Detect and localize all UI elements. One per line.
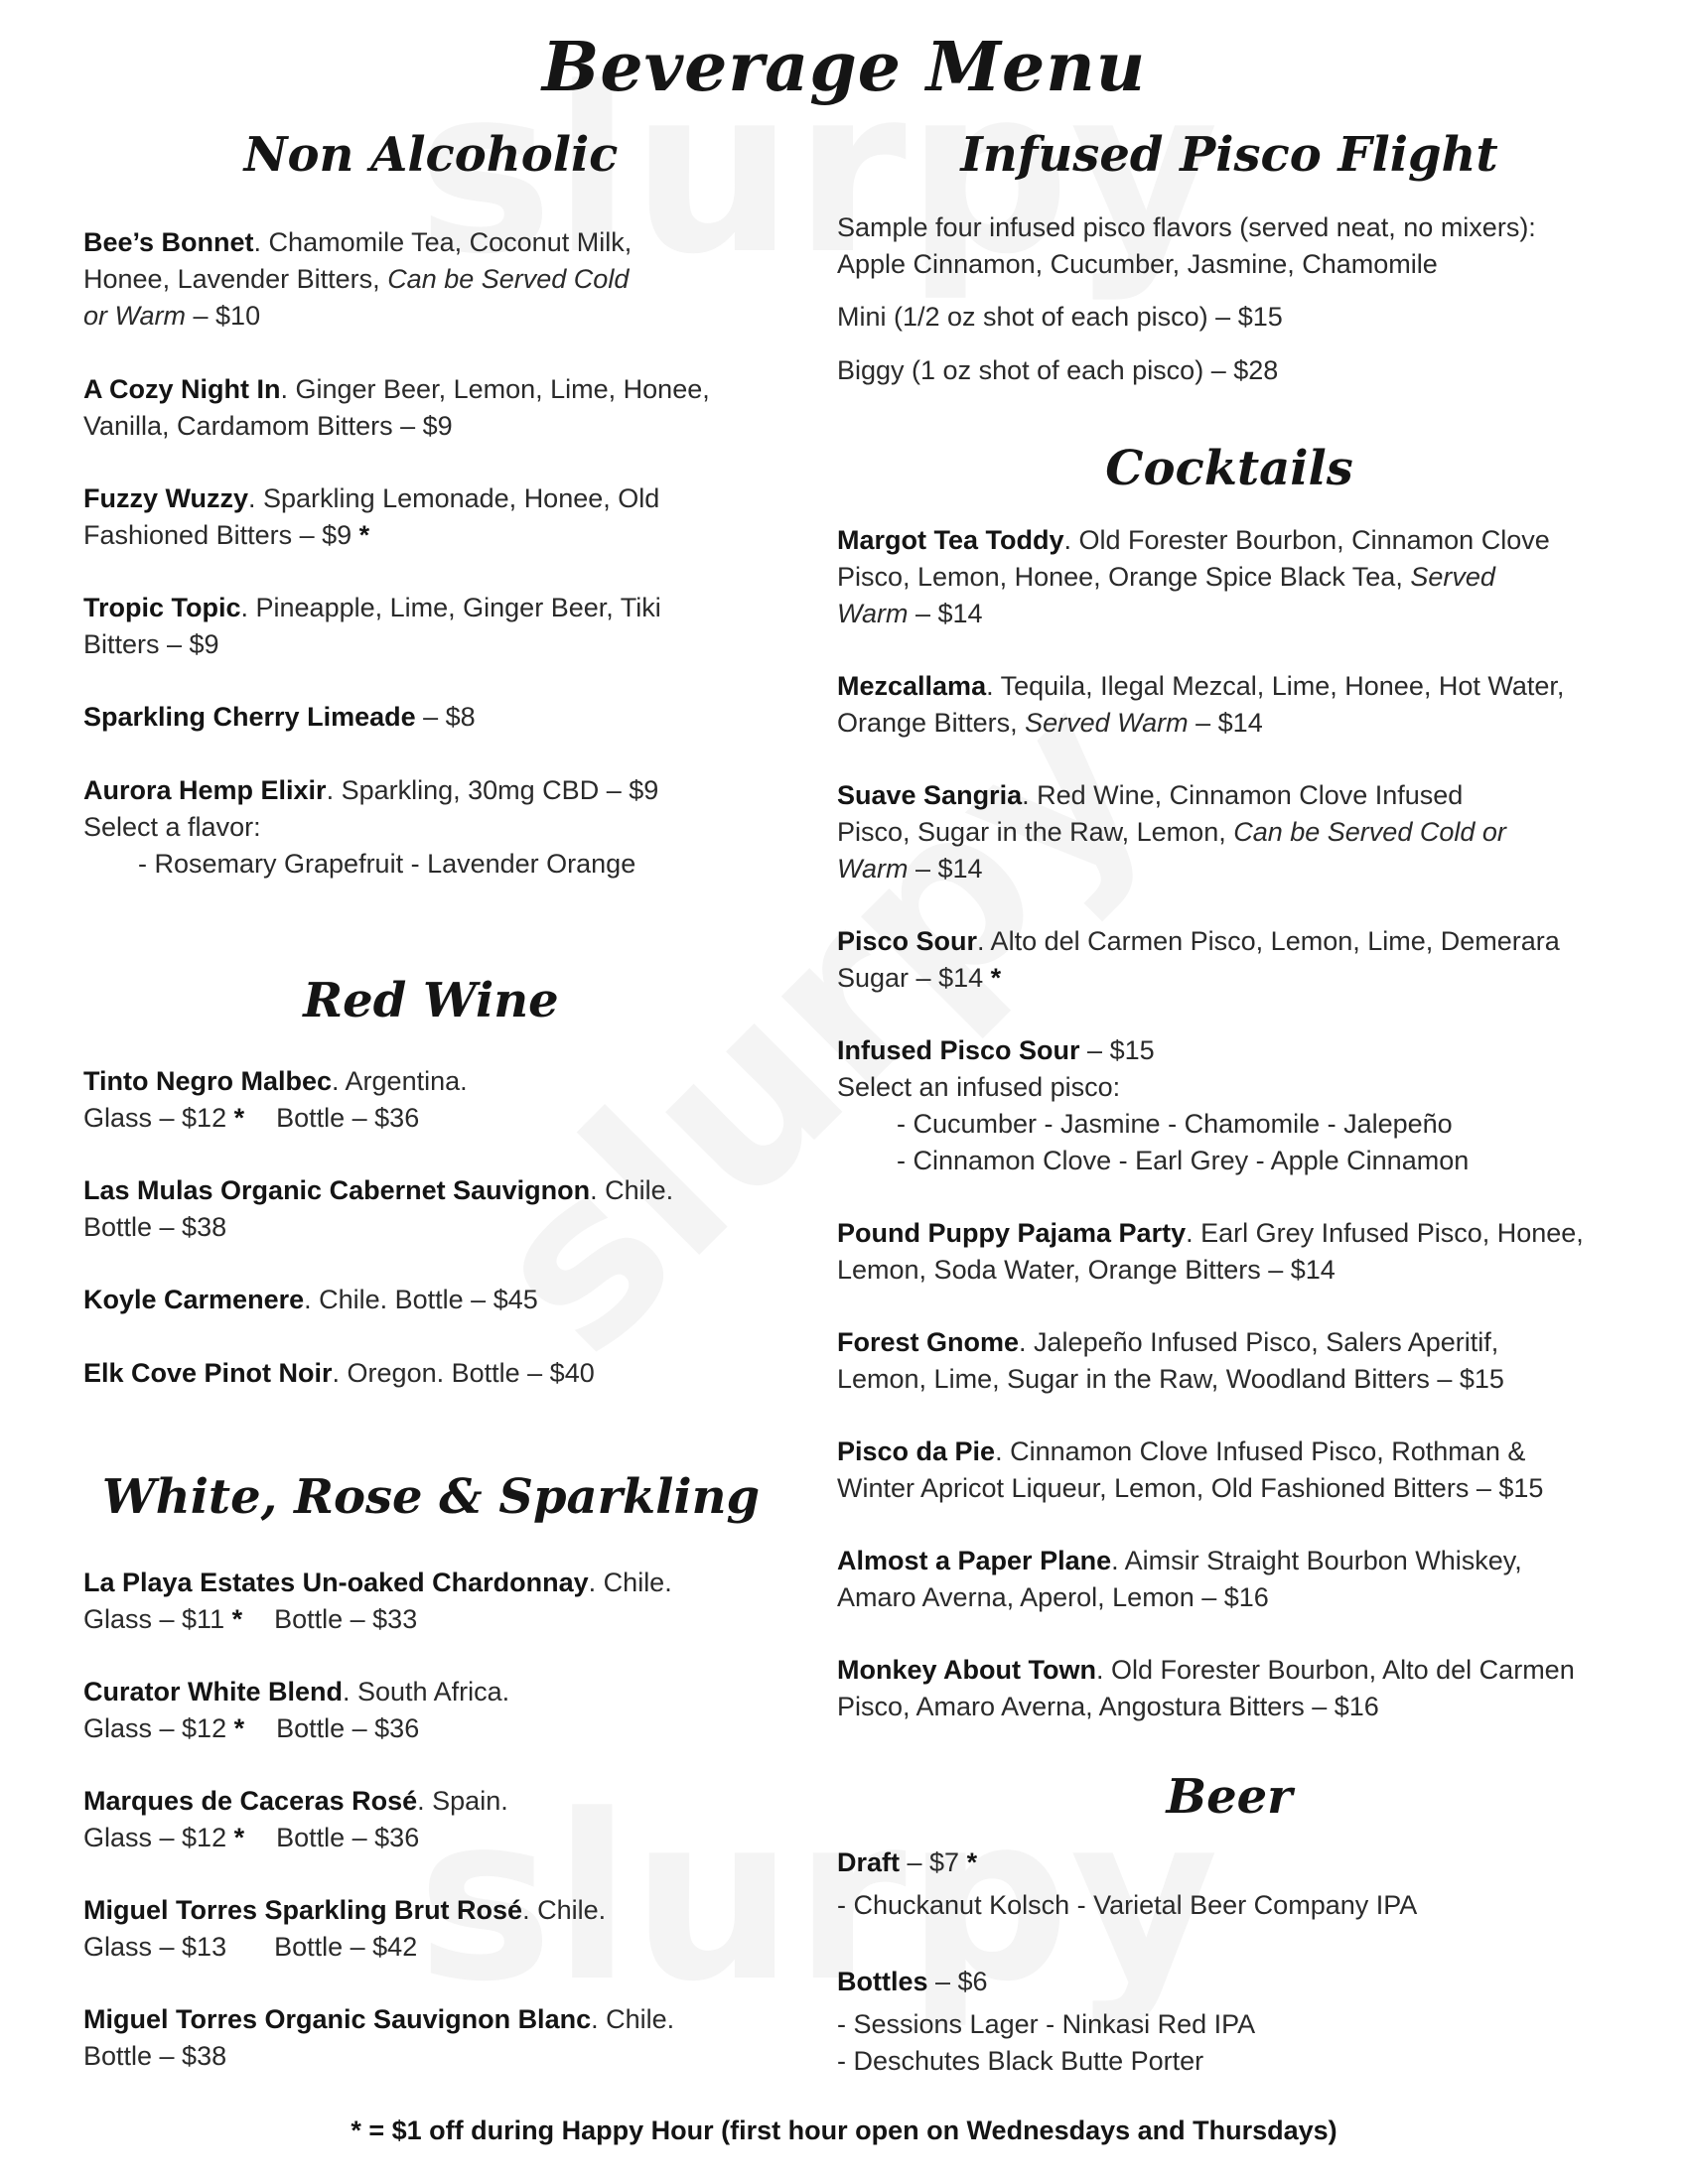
item-description: Pisco, Amaro Averna, Angostura Bitters – $16 <box>837 1692 1379 1721</box>
section-heading-non-alcoholic: Non Alcoholic <box>243 127 619 183</box>
item-name: Almost a Paper Plane <box>837 1546 1112 1575</box>
item-name: Suave Sangria <box>837 780 1023 810</box>
item-description: Pisco, Lemon, Honee, Orange Spice Black Tea, <box>837 562 1411 592</box>
item-name: Fuzzy Wuzzy <box>83 483 249 513</box>
menu-item-cozy-night <box>83 371 778 445</box>
menu-item-bottled-beer <box>837 1964 1621 2080</box>
item-description: . Chamomile Tea, Coconut Milk, <box>253 227 633 257</box>
menu-item-pisco-sour <box>837 923 1621 997</box>
item-name: Forest Gnome <box>837 1327 1020 1357</box>
flavor-options: - Rosemary Grapefruit - Lavender Orange <box>138 849 636 879</box>
pisco-flight-biggy <box>837 352 1621 389</box>
item-description: . Chile. <box>590 1175 674 1205</box>
item-name: Curator White Blend <box>83 1677 343 1706</box>
item-description: Amaro Averna, Aperol, Lemon – $16 <box>837 1582 1269 1612</box>
bottle-price: Bottle – $33 <box>274 1604 418 1634</box>
menu-item-curator <box>83 1674 778 1747</box>
menu-item-fuzzy-wuzzy <box>83 480 778 554</box>
item-note: Served Warm <box>1025 708 1189 738</box>
item-name: Infused Pisco Sour <box>837 1035 1080 1065</box>
menu-item-bees-bonnet <box>83 224 778 335</box>
item-description: . Sparkling Lemonade, Honee, Old <box>248 483 660 513</box>
item-description: . Jalepeño Infused Pisco, Salers Aperitif, <box>1019 1327 1499 1357</box>
menu-item-infused-pisco-sour <box>837 1032 1621 1179</box>
page-title: Beverage Menu <box>541 28 1147 107</box>
item-name: Monkey About Town <box>837 1655 1096 1685</box>
item-description: . Chile. <box>591 2004 675 2034</box>
item-name: Pisco Sour <box>837 926 978 956</box>
pisco-options: - Cucumber - Jasmine - Chamomile - Jalepeño <box>897 1109 1453 1139</box>
glass-price: Glass – $12 <box>83 1713 234 1743</box>
item-price: – $14 <box>908 854 983 884</box>
item-name: Bottles <box>837 1967 928 1996</box>
item-description: . Chile. <box>588 1568 672 1597</box>
item-note: or Warm <box>83 301 187 331</box>
glass-price: Glass – $12 <box>83 1103 234 1133</box>
menu-item-forest-gnome <box>837 1324 1621 1398</box>
item-price: – $14 <box>1188 708 1263 738</box>
item-description: . Sparkling, 30mg CBD – $9 <box>326 775 659 805</box>
item-description: . Oregon. Bottle – $40 <box>332 1358 595 1388</box>
item-name: Margot Tea Toddy <box>837 525 1064 555</box>
glass-price: Glass – $12 <box>83 1823 234 1852</box>
item-price: – $15 <box>1079 1035 1155 1065</box>
item-description: Fashioned Bitters – $9 <box>83 520 359 550</box>
item-name: Koyle Carmenere <box>83 1285 305 1314</box>
item-name: Miguel Torres Organic Sauvignon Blanc <box>83 2004 592 2034</box>
item-name: Draft <box>837 1847 901 1877</box>
menu-item-koyle <box>83 1282 778 1318</box>
item-description: Vanilla, Cardamom Bitters – $9 <box>83 411 453 441</box>
bottle-price: Bottle – $42 <box>274 1932 418 1962</box>
item-name: Pound Puppy Pajama Party <box>837 1218 1187 1248</box>
item-price: – $6 <box>927 1967 988 1996</box>
happy-hour-star: * <box>966 1847 978 1877</box>
item-description: Sample four infused pisco flavors (served neat, no mixers): <box>837 212 1536 242</box>
item-description: Lemon, Soda Water, Orange Bitters – $14 <box>837 1255 1336 1285</box>
item-description: . Red Wine, Cinnamon Clove Infused <box>1022 780 1464 810</box>
menu-item-aurora-hemp <box>83 772 778 883</box>
item-note: Can be Served Cold <box>387 264 630 294</box>
item-description: . Chile. Bottle – $45 <box>304 1285 538 1314</box>
item-description: Sugar – $14 <box>837 963 991 993</box>
beer-options: - Sessions Lager - Ninkasi Red IPA <box>837 2009 1256 2039</box>
beer-options: - Deschutes Black Butte Porter <box>837 2046 1204 2076</box>
item-price: – $10 <box>186 301 261 331</box>
item-description: Pisco, Sugar in the Raw, Lemon, <box>837 817 1234 847</box>
menu-item-las-mulas <box>83 1172 778 1246</box>
item-price: Biggy (1 oz shot of each pisco) – $28 <box>837 355 1279 385</box>
section-heading-infused-pisco-flight: Infused Pisco Flight <box>960 127 1498 183</box>
bottle-price: Bottle – $36 <box>276 1713 420 1743</box>
item-description: . Tequila, Ilegal Mezcal, Lime, Honee, Hot Water, <box>986 671 1565 701</box>
menu-item-torres-sauvignon <box>83 2001 778 2075</box>
section-heading-white-rose-sparkling: White, Rose & Sparkling <box>101 1469 761 1525</box>
happy-hour-star: * <box>233 1103 245 1133</box>
item-price: – $7 <box>900 1847 967 1877</box>
item-name: Marques de Caceras Rosé <box>83 1786 418 1816</box>
item-description: . Ginger Beer, Lemon, Lime, Honee, <box>280 374 710 404</box>
item-name: Miguel Torres Sparkling Brut Rosé <box>83 1895 523 1925</box>
item-price: – $14 <box>908 599 983 628</box>
menu-item-pisco-da-pie <box>837 1433 1621 1507</box>
item-description: . Old Forester Bourbon, Cinnamon Clove <box>1063 525 1550 555</box>
menu-item-almost-paper-plane <box>837 1543 1621 1616</box>
item-description: Lemon, Lime, Sugar in the Raw, Woodland Bitters – $15 <box>837 1364 1504 1394</box>
section-heading-beer: Beer <box>1166 1769 1293 1825</box>
item-name: A Cozy Night In <box>83 374 281 404</box>
menu-item-torres-brut <box>83 1892 778 1966</box>
item-description: Honee, Lavender Bitters, <box>83 264 388 294</box>
bottle-price: Bottle – $38 <box>83 2041 227 2071</box>
menu-item-margot-tea-toddy <box>837 522 1621 632</box>
bottle-price: Bottle – $38 <box>83 1212 227 1242</box>
item-name: Sparkling Cherry Limeade <box>83 702 416 732</box>
item-price: – $8 <box>415 702 476 732</box>
section-heading-red-wine: Red Wine <box>303 973 559 1028</box>
item-description: . Aimsir Straight Bourbon Whiskey, <box>1111 1546 1522 1575</box>
happy-hour-star: * <box>233 1823 245 1852</box>
item-description: . Pineapple, Lime, Ginger Beer, Tiki <box>240 593 661 622</box>
section-heading-cocktails: Cocktails <box>1105 441 1353 496</box>
item-description: Select a flavor: <box>83 812 261 842</box>
item-description: . Spain. <box>417 1786 508 1816</box>
item-name: Mezcallama <box>837 671 987 701</box>
menu-item-pound-puppy <box>837 1215 1621 1289</box>
item-description: Orange Bitters, <box>837 708 1026 738</box>
menu-item-monkey-about-town <box>837 1652 1621 1725</box>
menu-item-tinto-negro <box>83 1063 778 1137</box>
happy-hour-star: * <box>231 1604 243 1634</box>
item-name: La Playa Estates Un-oaked Chardonnay <box>83 1568 589 1597</box>
item-note: Warm <box>837 854 909 884</box>
bottle-price: Bottle – $36 <box>276 1103 420 1133</box>
pisco-options: - Cinnamon Clove - Earl Grey - Apple Cinnamon <box>897 1146 1470 1175</box>
item-description: . South Africa. <box>343 1677 510 1706</box>
menu-item-cherry-limeade <box>83 699 778 736</box>
item-name: Pisco da Pie <box>837 1436 996 1466</box>
happy-hour-star: * <box>358 520 370 550</box>
item-price: Mini (1/2 oz shot of each pisco) – $15 <box>837 302 1283 332</box>
item-name: Elk Cove Pinot Noir <box>83 1358 333 1388</box>
happy-hour-star: * <box>990 963 1002 993</box>
item-name: Las Mulas Organic Cabernet Sauvignon <box>83 1175 591 1205</box>
menu-item-suave-sangria <box>837 777 1621 887</box>
item-description: . Chile. <box>522 1895 607 1925</box>
item-name: Tinto Negro Malbec <box>83 1066 333 1096</box>
glass-price: Glass – $13 <box>83 1932 227 1962</box>
happy-hour-footnote: * = $1 off during Happy Hour (first hour open on Wednesdays and Thursdays) <box>351 2116 1337 2145</box>
item-description: . Earl Grey Infused Pisco, Honee, <box>1186 1218 1584 1248</box>
item-note: Warm <box>837 599 909 628</box>
item-name: Bee’s Bonnet <box>83 227 254 257</box>
beer-options: - Chuckanut Kolsch - Varietal Beer Company IPA <box>837 1890 1418 1920</box>
item-note: Can be Served Cold or <box>1233 817 1506 847</box>
pisco-flight-mini <box>837 299 1621 336</box>
happy-hour-star: * <box>233 1713 245 1743</box>
item-description: . Argentina. <box>332 1066 468 1096</box>
menu-item-marques <box>83 1783 778 1856</box>
item-name: Aurora Hemp Elixir <box>83 775 327 805</box>
glass-price: Glass – $11 <box>83 1604 232 1634</box>
item-note: Served <box>1410 562 1495 592</box>
item-description: . Cinnamon Clove Infused Pisco, Rothman & <box>995 1436 1526 1466</box>
bottle-price: Bottle – $36 <box>276 1823 420 1852</box>
menu-item-mezcallama <box>837 668 1621 742</box>
menu-item-tropic-topic <box>83 590 778 663</box>
menu-item-elk-cove <box>83 1355 778 1392</box>
item-description: . Old Forester Bourbon, Alto del Carmen <box>1095 1655 1575 1685</box>
pisco-flight-description <box>837 209 1621 283</box>
item-description: Select an infused pisco: <box>837 1072 1121 1102</box>
item-description: . Alto del Carmen Pisco, Lemon, Lime, Demerara <box>977 926 1560 956</box>
item-name: Tropic Topic <box>83 593 241 622</box>
item-description: Winter Apricot Liqueur, Lemon, Old Fashioned Bitters – $15 <box>837 1473 1544 1503</box>
item-description: Apple Cinnamon, Cucumber, Jasmine, Chamomile <box>837 249 1438 279</box>
item-description: Bitters – $9 <box>83 629 219 659</box>
menu-item-draft-beer <box>837 1844 1621 1924</box>
menu-item-la-playa <box>83 1565 778 1638</box>
